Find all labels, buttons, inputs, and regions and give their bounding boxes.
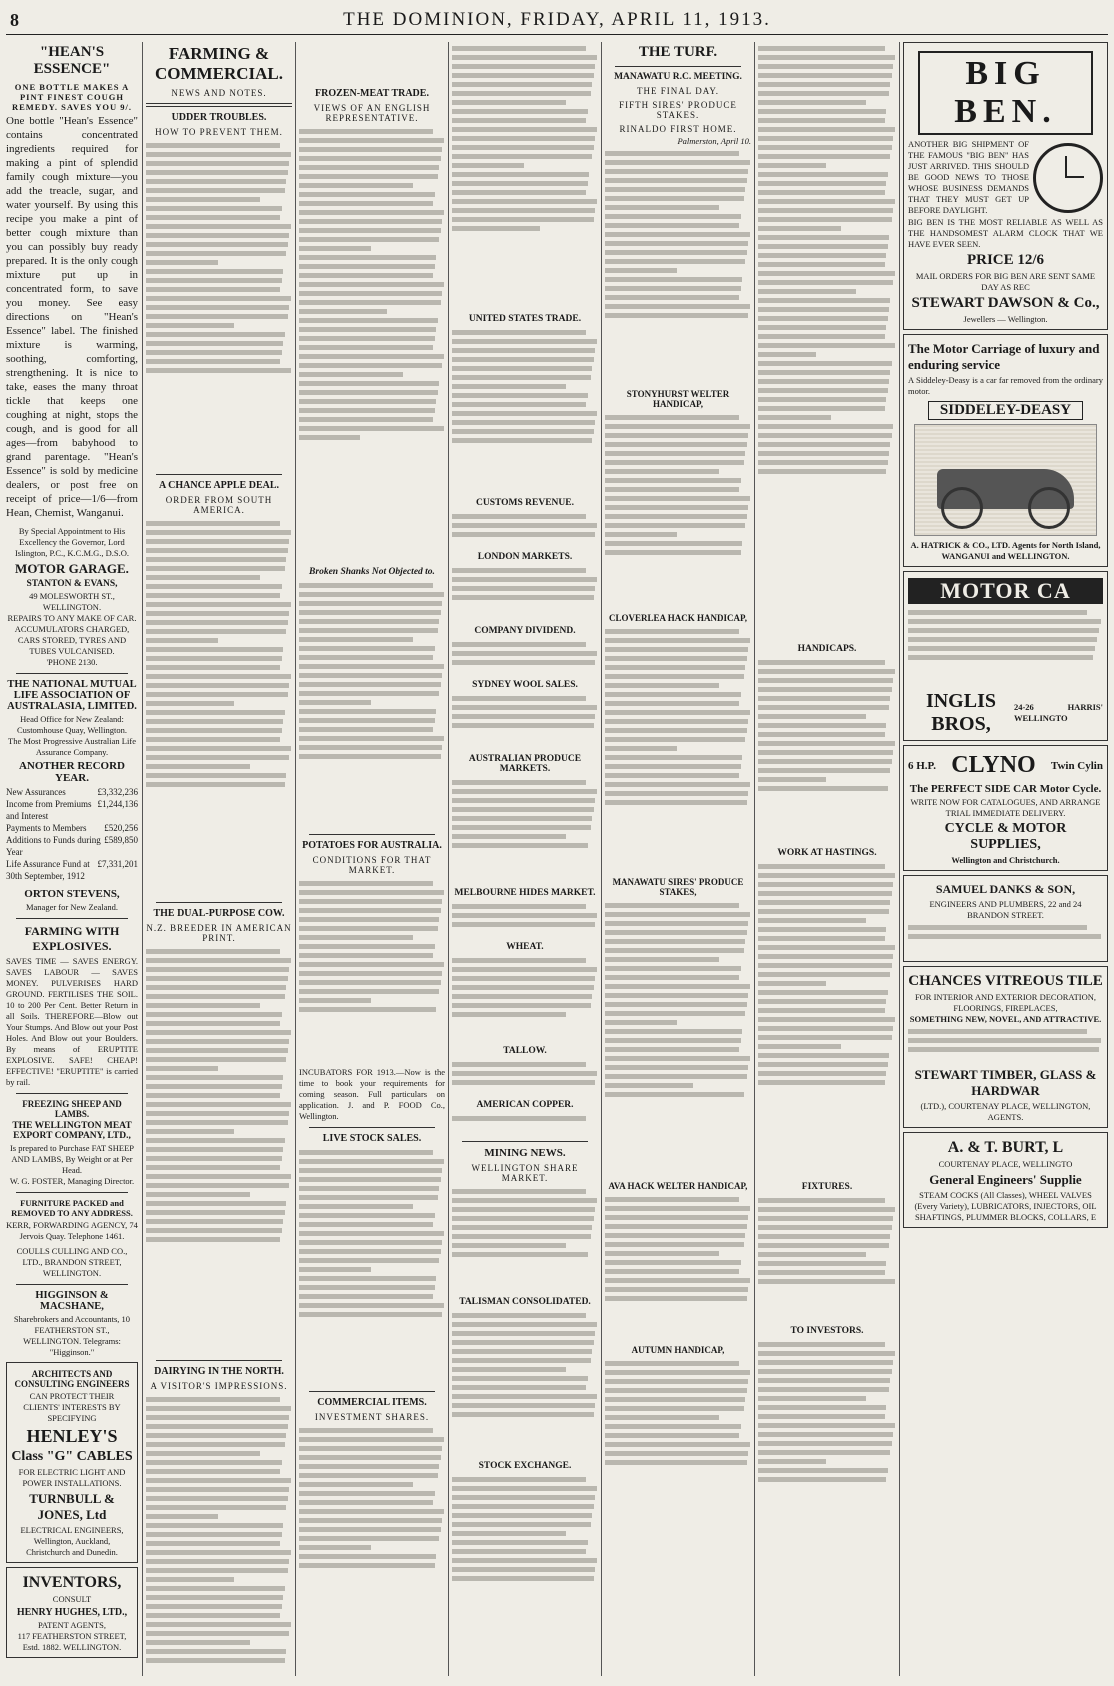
chances-line: FOR INTERIOR AND EXTERIOR DECORATION, FLOORINGS, FIREPLACES, [914, 992, 1097, 1013]
article-headline: MINING NEWS. [484, 1147, 566, 1159]
big-ben-title: BIG BEN. [918, 51, 1093, 135]
turf-title: THE TURF. [638, 44, 718, 60]
manager-name: ORTON STEVENS, [24, 888, 120, 900]
inventors-name: HENRY HUGHES, LTD., [16, 1607, 128, 1618]
article-headline: FROZEN-MEAT TRADE. [315, 88, 429, 99]
freezing-company: THE WELLINGTON MEAT EXPORT COMPANY, LTD., [12, 1121, 132, 1141]
masthead [6, 6, 1108, 35]
motor-garage-line: ACCUMULATORS CHARGED, CARS STORED, TYRES AND TUBES VULCANISED. [14, 624, 130, 656]
inventors-ad [6, 1567, 138, 1658]
record-row: Life Assurance Fund at 30th September, 1912 £7,331,201 [6, 859, 138, 881]
article-headline: UDDER TROUBLES. [171, 112, 267, 123]
divider [462, 1141, 588, 1142]
divider [16, 1192, 128, 1193]
article-body [758, 1338, 896, 1538]
column-rule [754, 42, 755, 1676]
race-headline: AUTUMN HANDICAP, [631, 1345, 725, 1355]
henley-ad [6, 1362, 138, 1563]
article-headline: CUSTOMS REVENUE. [475, 498, 574, 508]
higginson-line: Sharebrokers and Accountants, 10 FEATHERSTON ST., WELLINGTON. Telegrams: "Higginson." [13, 1314, 131, 1357]
chances-firm-sub: (LTD.), COURTENAY PLACE, WELLINGTON, AGENTS. [920, 1101, 1091, 1122]
big-ben-price: PRICE 12/6 [966, 252, 1045, 268]
article-body [452, 1112, 598, 1136]
record-row: Payments to Members £520,256 [6, 823, 138, 833]
siddeley-intro: A Siddeley-Deasy is a car far removed from the ordinary motor. [908, 375, 1103, 396]
chances-copy [908, 1025, 1103, 1065]
motor-garage-owners: STANTON & EVANS, [26, 579, 118, 589]
article-headline: WHEAT. [506, 942, 544, 952]
article-body [758, 656, 896, 846]
burt-ad [903, 1132, 1108, 1228]
national-mutual-title: THE NATIONAL MUTUAL LIFE ASSOCIATION OF AUSTRALASIA, LIMITED. [7, 679, 137, 712]
stewart-dawson-sub: Jewellers — Wellington. [963, 314, 1048, 324]
siddeley-agent: A. HATRICK & CO., LTD. Agents for North Island, WANGANUI and WELLINGTON. [910, 540, 1101, 561]
hean-title: "HEAN'S ESSENCE" [33, 44, 111, 77]
henley-firm-sub: ELECTRICAL ENGINEERS, [20, 1525, 124, 1535]
divider [156, 474, 282, 475]
newspaper-title: THE DOMINION, FRIDAY, APRIL 11, 1913. [343, 9, 771, 30]
national-mutual-tagline: The Most Progressive Australian Life Assurance Company. [8, 736, 136, 757]
chances-title: CHANCES VITREOUS TILE [908, 973, 1103, 989]
henley-for: FOR ELECTRIC LIGHT AND POWER INSTALLATIONS. [18, 1467, 126, 1488]
article-body [299, 1424, 445, 1624]
column-rule [448, 42, 449, 1676]
motor-garage-line: 'PHONE 2130. [46, 657, 98, 667]
article-body [299, 877, 445, 1067]
article-body [146, 139, 292, 469]
article-headline: Broken Shanks Not Objected to. [309, 567, 435, 577]
article-subhead: CONDITIONS FOR THAT MARKET. [312, 855, 432, 875]
page-number: 8 [10, 10, 19, 30]
article-body [146, 945, 292, 1355]
article-headline: STOCK EXCHANGE. [478, 1461, 572, 1471]
article-body [452, 692, 598, 752]
inglis-heading: MOTOR CA [908, 578, 1103, 604]
divider [309, 1127, 435, 1128]
burt-line: General Engineers' Supplie [929, 1172, 1082, 1187]
chances-firm: STEWART TIMBER, GLASS & HARDWAR [914, 1067, 1097, 1098]
manager-role: Manager for New Zealand. [25, 902, 119, 912]
article-subhead: ORDER FROM SOUTH AMERICA. [165, 495, 273, 515]
turf-dateline: Palmerston, April 10. [677, 136, 751, 146]
column-rule [899, 42, 900, 1676]
henley-cables: Class "G" CABLES [11, 1449, 133, 1464]
article-body [299, 125, 445, 565]
divider [16, 1284, 128, 1285]
article-body [605, 625, 751, 875]
section-title: FARMING & COMMERCIAL. [155, 44, 283, 83]
divider [16, 1093, 128, 1094]
hean-tag: ONE BOTTLE MAKES A PINT FINEST COUGH REMEDY. SAVES YOU 9/. [11, 82, 133, 112]
big-ben-mail: MAIL ORDERS FOR BIG BEN ARE SENT SAME DAY AS REC [915, 271, 1096, 292]
inventors-addr: 117 FEATHERSTON STREET, Estd. 1882. WELLINGTON. [17, 1631, 127, 1652]
article-body [452, 564, 598, 624]
article-body [452, 326, 598, 496]
henley-places: Wellington, Auckland, Christchurch and Dunedin. [26, 1536, 118, 1557]
national-mutual-office: Head Office for New Zealand: Customhouse Quay, Wellington. [16, 714, 128, 735]
article-subhead: INVESTMENT SHARES. [314, 1412, 430, 1422]
stewart-dawson: STEWART DAWSON & Co., [911, 295, 1100, 311]
clyno-firm: CYCLE & MOTOR SUPPLIES, [944, 821, 1067, 852]
incubators-ad: INCUBATORS FOR 1913.—Now is the time to book your requirements for coming season. Full particulars on application. J. and P. FOOD Co., Wellington. [299, 1067, 445, 1121]
article-body [605, 1357, 751, 1517]
alarm-clock-icon [1033, 143, 1103, 213]
column-5 [605, 42, 751, 1676]
divider [16, 673, 128, 674]
record-row: Additions to Funds during Year £589,850 [6, 835, 138, 857]
article-body [452, 1473, 598, 1623]
divider [146, 103, 292, 107]
inglis-brand: INGLIS BROS, [925, 690, 996, 735]
freezing-title: FREEZING SHEEP AND LAMBS. [22, 1099, 122, 1119]
article-body [452, 776, 598, 886]
turf-final: THE FINAL DAY. [637, 86, 719, 96]
article-body [758, 860, 896, 1180]
freezing-line: Is prepared to Purchase FAT SHEEP AND LAMBS, By Weight or at Per Head. [9, 1143, 135, 1175]
article-body [605, 899, 751, 1179]
big-ben-copy: BIG BEN IS THE MOST RELIABLE AS WELL AS THE HANDSOMEST ALARM CLOCK THAT WE HAVE EVER SEEN. [908, 217, 1103, 249]
danks-title: SAMUEL DANKS & SON, [935, 882, 1076, 896]
turf-rinaldo: RINALDO FIRST HOME. [619, 124, 737, 134]
article-subhead: VIEWS OF AN ENGLISH REPRESENTATIVE. [313, 103, 431, 123]
clyno-brand: CLYNO [951, 752, 1036, 778]
article-subhead: WELLINGTON SHARE MARKET. [471, 1163, 579, 1183]
article-headline: LONDON MARKETS. [477, 552, 573, 562]
column-4 [452, 42, 598, 1676]
article-headline: COMMERCIAL ITEMS. [317, 1397, 427, 1408]
big-ben-ad [903, 42, 1108, 330]
article-headline: LIVE STOCK SALES. [322, 1133, 422, 1144]
clyno-type: Twin Cylin [1050, 759, 1103, 772]
column-rule [295, 42, 296, 1676]
article-headline: TALLOW. [503, 1046, 547, 1056]
burt-addr: COURTENAY PLACE, WELLINGTO [938, 1159, 1073, 1169]
column-3 [299, 42, 445, 1676]
clyno-firm-sub: Wellington and Christchurch. [951, 855, 1060, 865]
article-body [452, 1185, 598, 1295]
big-ben-copy: ANOTHER BIG SHIPMENT OF THE FAMOUS "BIG BEN" HAS JUST ARRIVED. THIS SHOULD BE GOOD NEWS TO THOSE WHOSE BUSINESS DEMANDS THAT THEY MUST GET UP BEFORE DAYLIGHT. [908, 139, 1029, 215]
appointment: By Special Appointment to His Excellency the Governor, Lord Islington, P.C., K.C.M.G., D.S.O. [14, 526, 130, 558]
article-headline: POTATOES FOR AUSTRALIA. [302, 840, 442, 851]
freezing-manager: W. G. FOSTER, Managing Director. [9, 1176, 135, 1186]
race-headline: STONYHURST WELTER HANDICAP, [626, 389, 730, 409]
motor-garage-address: 49 MOLESWORTH ST., WELLINGTON. [29, 591, 115, 612]
chances-ad [903, 966, 1108, 1128]
article-body [452, 1309, 598, 1459]
race-headline: MANAWATU SIRES' PRODUCE STAKES, [612, 877, 744, 897]
article-body [452, 42, 598, 312]
inventors-title: INVENTORS, [22, 1574, 122, 1591]
column-1 [6, 42, 138, 1676]
danks-copy [908, 921, 1103, 957]
henley-firm: TURNBULL & JONES, Ltd [29, 1491, 115, 1522]
article-subhead: N.Z. BREEDER IN AMERICAN PRINT. [146, 923, 292, 943]
higginson-title: HIGGINSON & MACSHANE, [35, 1290, 109, 1312]
divider [309, 1391, 435, 1392]
article-headline: WORK AT HASTINGS. [777, 848, 877, 858]
burt-items: STEAM COCKS (All Classes), WHEEL VALVES (Every Variety), LUBRICATORS, INJECTORS, OIL SHAFTINGS, PLUMMER BLOCKS, COLLARS, E [914, 1190, 1097, 1222]
newspaper-page [6, 6, 1108, 1680]
siddeley-ad [903, 334, 1108, 567]
article-headline: TALISMAN CONSOLIDATED. [459, 1297, 591, 1307]
divider [615, 66, 741, 67]
article-headline: THE DUAL-PURPOSE COW. [153, 908, 285, 919]
column-6 [758, 42, 896, 1676]
article-headline: TO INVESTORS. [790, 1326, 864, 1336]
divider [309, 834, 435, 835]
danks-line: ENGINEERS AND PLUMBERS, 22 and 24 BRANDON STREET. [929, 899, 1082, 920]
inglis-ad [903, 571, 1108, 741]
henley-protect: CAN PROTECT THEIR CLIENTS' INTERESTS BY SPECIFYING [23, 1391, 121, 1423]
article-headline: AUSTRALIAN PRODUCE MARKETS. [468, 754, 582, 774]
danks-ad [903, 875, 1108, 962]
article-headline: DAIRYING IN THE NORTH. [154, 1366, 284, 1377]
article-body [758, 1194, 896, 1324]
article-headline: HANDICAPS. [797, 644, 857, 654]
henley-brand: HENLEY'S [26, 1426, 118, 1446]
article-headline: FIXTURES. [801, 1182, 853, 1192]
chances-line2: SOMETHING NEW, NOVEL, AND ATTRACTIVE. [909, 1014, 1102, 1024]
furniture-ad: FURNITURE PACKED and REMOVED TO ANY ADDRESS. [11, 1198, 133, 1218]
article-body [299, 1146, 445, 1386]
henley-architects: ARCHITECTS AND CONSULTING ENGINEERS [14, 1369, 130, 1389]
clyno-hp: 6 H.P. [908, 759, 937, 772]
article-headline: COMPANY DIVIDEND. [474, 626, 576, 636]
turf-meeting: MANAWATU R.C. MEETING. [614, 72, 742, 82]
divider [156, 902, 282, 903]
column-7 [903, 42, 1108, 1676]
inventors-consult: CONSULT [52, 1594, 92, 1604]
race-headline: AVA HACK WELTER HANDICAP, [608, 1181, 748, 1191]
article-subhead: A VISITOR'S IMPRESSIONS. [150, 1381, 288, 1391]
forwarding-ad: KERR, FORWARDING AGENCY, 74 Jervois Quay. Telephone 1461. [6, 1220, 138, 1241]
column-rule [142, 42, 143, 1676]
article-subhead: HOW TO PREVENT THEM. [155, 127, 283, 137]
article-body [758, 42, 896, 642]
siddeley-brand: SIDDELEY-DEASY [928, 401, 1083, 420]
inglis-copy [908, 606, 1103, 690]
motor-garage-title: MOTOR GARAGE. [15, 561, 129, 576]
column-rule [601, 42, 602, 1676]
section-subtitle: NEWS AND NOTES. [171, 88, 267, 98]
record-row: Income from Premiums and Interest £1,244,136 [6, 799, 138, 821]
article-body [299, 579, 445, 829]
record-year: ANOTHER RECORD YEAR. [18, 760, 126, 784]
divider [16, 918, 128, 919]
clyno-line1: The PERFECT SIDE CAR Motor Cycle. [909, 783, 1102, 795]
article-body [452, 638, 598, 678]
article-body [605, 147, 751, 387]
column-2 [146, 42, 292, 1676]
clyno-ad [903, 745, 1108, 871]
race-headline: CLOVERLEA HACK HANDICAP, [609, 613, 747, 623]
hean-body: One bottle "Hean's Essence" contains concentrated ingredients required for making a pint of splendid family cough mixture—you add the treacle, sugar, and water yourself. By using this recipe you make a pint of better cough mixture than you can possibly buy ready prepared. It is the only cough mixture put up in concentrated form, to save you money. See easy directions on "Hean's Essence" label. The finished mixture is warming, soothing, comforting, strengthening. It is nice to take, eases the many throat tickle that keeps one coughing at night, stops the cough, and is good for all ages—from babyhood to grand parentage. "Hean's Essence" is sold by medicine dealers, or post free on receipt of price—1/6—from Hean, Chemist, Wanganui. [6, 115, 138, 519]
article-body [146, 517, 292, 897]
article-body [452, 1058, 598, 1098]
article-headline: UNITED STATES TRADE. [468, 314, 582, 324]
article-headline: AMERICAN COPPER. [476, 1100, 574, 1110]
article-body [605, 1193, 751, 1343]
article-headline: A CHANCE APPLE DEAL. [158, 480, 279, 491]
article-body [146, 1393, 292, 1676]
article-body [605, 411, 751, 611]
record-row: New Assurances £3,332,236 [6, 787, 138, 797]
explosives-body: SAVES TIME — SAVES ENERGY. SAVES LABOUR — SAVES MONEY. PULVERISES HARD GROUND. FERTILISES THE SOIL. 10 to 200 Per Cent. Better Return in all Soils. THEREFORE—Blow out Your Stumps. And Blow out your Post Holes. And Blow out your Boulders. By means of ERUPTITE EXPLOSIVE. SAFE! CHEAP! EFFECTIVE! "ERUPTITE" is carried by rail. [6, 956, 138, 1087]
burt-title: A. & T. BURT, L [947, 1139, 1064, 1156]
siddeley-headline: The Motor Carriage of luxury and enduring service [908, 341, 1100, 372]
turf-stakes: FIFTH SIRES' PRODUCE STAKES. [619, 100, 737, 120]
motor-car-illustration [914, 424, 1097, 536]
explosives-title: FARMING WITH EXPLOSIVES. [24, 924, 120, 953]
article-body [452, 954, 598, 1044]
clyno-line2: WRITE NOW FOR CATALOGUES, AND ARRANGE TRIAL IMMEDIATE DELIVERY. [910, 797, 1101, 818]
motor-garage-line: REPAIRS TO ANY MAKE OF CAR. [7, 613, 137, 623]
divider [156, 1360, 282, 1361]
article-headline: SYDNEY WOOL SALES. [472, 680, 578, 690]
article-headline: MELBOURNE HIDES MARKET. [454, 888, 596, 898]
article-body [452, 900, 598, 940]
coulls-ad: COULLS CULLING AND CO., LTD., BRANDON STREET, WELLINGTON. [16, 1246, 128, 1278]
inventors-role: PATENT AGENTS, [37, 1620, 106, 1630]
article-body [452, 510, 598, 550]
inglis-addr: 24-26 HARRIS' WELLINGTO [1013, 702, 1103, 723]
